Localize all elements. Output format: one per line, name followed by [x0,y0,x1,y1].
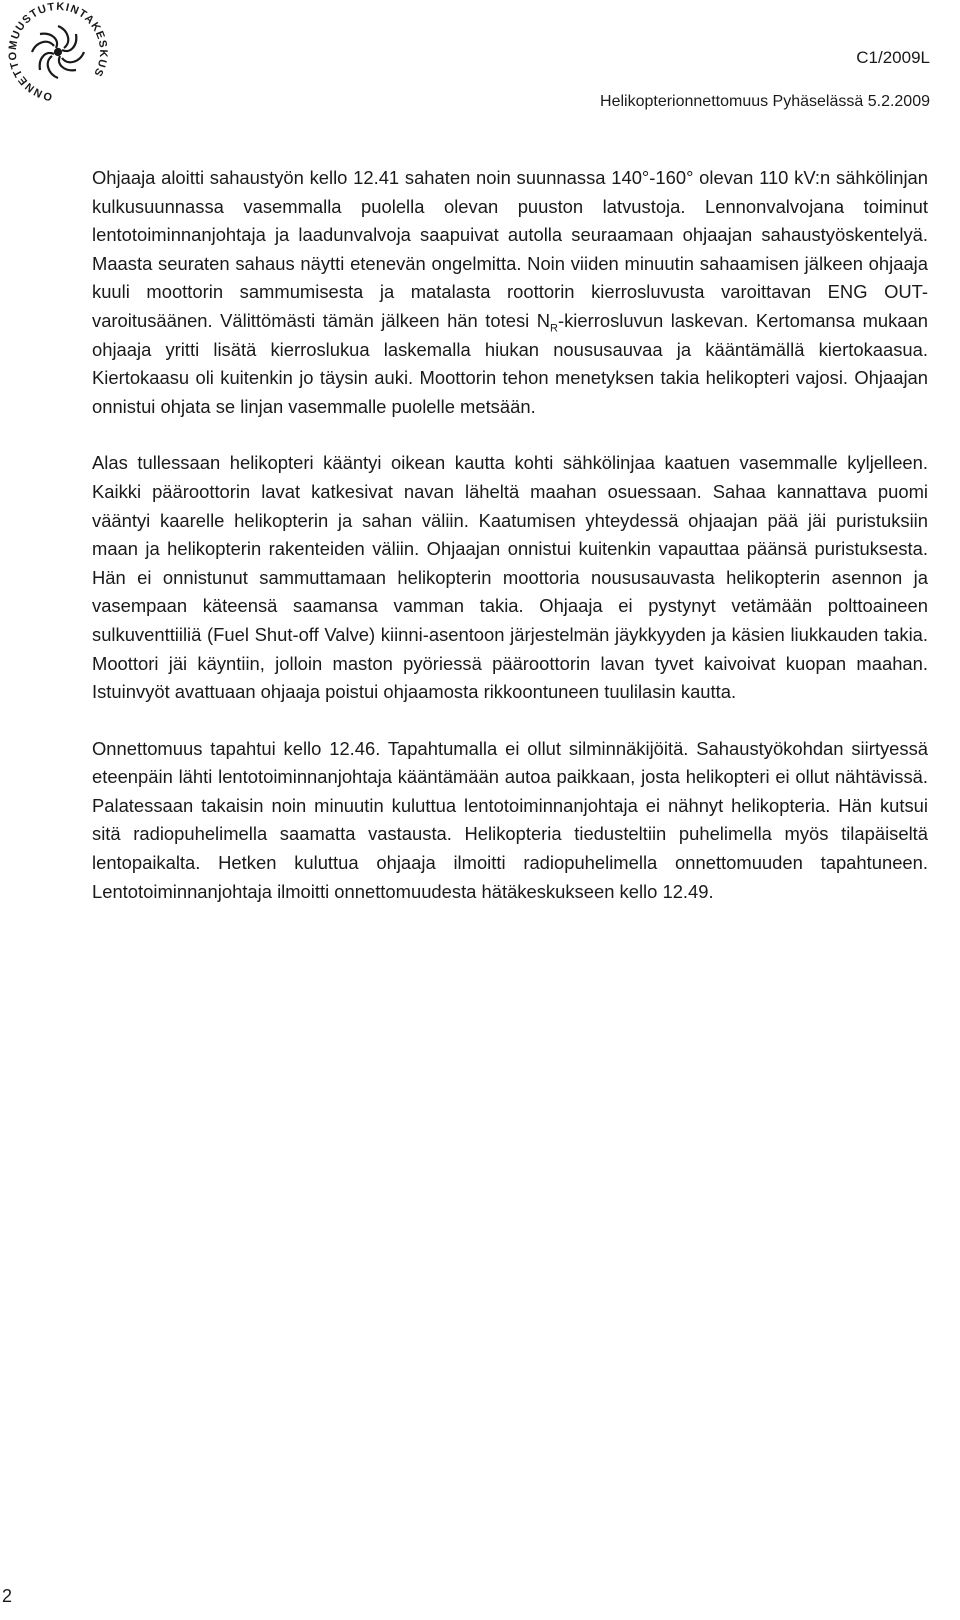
rotor-subscript: R [550,322,558,335]
paragraph-3: Onnettomuus tapahtui kello 12.46. Tapahtumalla ei ollut silminnäkijöitä. Sahaustyökohdan siirtyessä eteenpäin lähti lentotoiminnanjohtaja kääntämään autoa paikkaan, josta helikopteri ei ollut nähtävissä. Palatessaan takaisin noin minuutin kuluttua lentotoiminnanjohtaja ei nähnyt helikopteria. Hän kutsui sitä radiopuhelimella saamatta vastausta. Helikopteria tiedusteltiin puhelimella myös tilapäiseltä lentopaikalta. Hetken kuluttua ohjaaja ilmoitti radiopuhelimella onnettomuuden tapahtuneen. Lentotoiminnanjohtaja ilmoitti onnettomuudesta hätäkeskukseen kello 12.49. [92,737,928,902]
report-code: C1/2009L [856,48,930,67]
logo-ring-text: ONNETTOMUUSTUTKINTAKESKUS [6,2,110,103]
organization-seal-icon [2,2,114,106]
logo [2,2,114,106]
report-title: Helikopterionnettomuus Pyhäselässä 5.2.2009 [600,93,930,110]
document-body [92,164,928,906]
paragraph-1-part-1: Ohjaaja aloitti sahaustyön kello 12.41 sahaten noin suunnassa 140°-160° olevan 110 kV:n sähkölinjan kulkusuunnassa vasemmalla puolella olevan puuston latvustoja. Lennonvalvojana toiminut lentotoiminnanjohtaja ja laadunvalvoja saapuivat autolla seuraamaan ohjaajan sahaustyöskentelyä. Maasta seuraten sahaus näytti etenevän ongelmitta. Noin viiden minuutin sahaamisen jälkeen ohjaaja kuuli moottorin sammumisesta ja matalasta roottorin kierrosluvusta varoittavan ENG OUT-varoitusäänen. Välittömästi tämän jälkeen hän totesi N [92,167,928,331]
paragraph-1-part-2: -kierrosluvun laskevan. Kertomansa mukaan ohjaaja yritti lisätä kierroslukua laskemalla hiukan noususauvaa ja kääntämällä kiertokaasua. Kiertokaasu oli kuitenkin jo täysin auki. Moottorin tehon menetyksen takia helikopteri vajosi. Ohjaajan onnistui ohjata se linjan vasemmalle puolelle metsään. [92,309,928,417]
paragraph-2: Alas tullessaan helikopteri kääntyi oikean kautta kohti sähkölinjaa kaatuen vasemmalle kyljelleen. Kaikki pääroottorin lavat katkesivat navan läheltä maahan osuessaan. Sahaa kannattava puomi vääntyi kaarelle helikopterin ja sahan väliin. Kaatumisen yhteydessä ohjaajan pää jäi puristuksiin maan ja helikopterin rakenteiden väliin. Ohjaajan onnistui kuitenkin vapauttaa päänsä puristuksesta. Hän ei onnistunut sammuttamaan helikopterin moottoria noususauvasta helikopterin asennon ja vasempaan käteensä saamansa vamman takia. Ohjaaja ei pystynyt vetämään polttoaineen sulkuventtiiliä (Fuel Shut-off Valve) kiinni-asentoon järjestelmän jäykkyyden ja käsien liukkauden takia. Moottori jäi käyntiin, jolloin maston pyöriessä pääroottorin lavan tyvet kaivoivat kuopan maahan. Istuinvyöt avattuaan ohjaaja poistui ohjaamosta rikkoontuneen tuulilasin kautta. [92,452,928,703]
page-number: 2 [2,1586,13,1606]
paragraph-1 [92,164,928,421]
